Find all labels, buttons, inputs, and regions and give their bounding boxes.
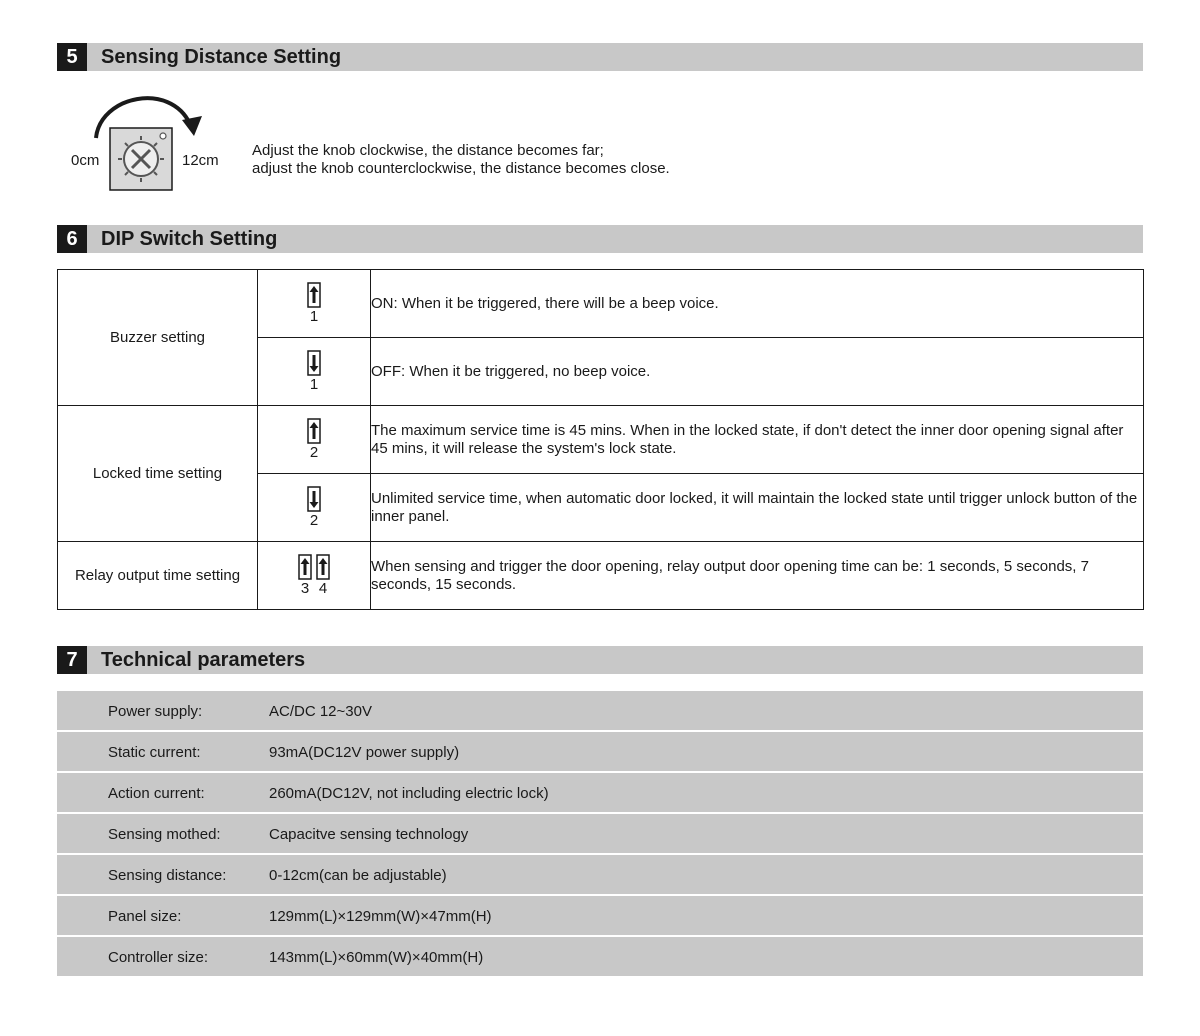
section-title: Technical parameters xyxy=(101,649,306,671)
param-label: Static current: xyxy=(108,744,201,761)
description-text: OFF: When it be triggered, no beep voice. xyxy=(371,362,651,380)
switch-number: 1 xyxy=(309,376,319,393)
switch-down-icon xyxy=(307,486,321,512)
param-value: 129mm(L)×129mm(W)×47mm(H) xyxy=(269,908,492,925)
switch-cell xyxy=(258,406,371,474)
switch-cell xyxy=(258,542,371,610)
switch-up-icon xyxy=(316,554,330,580)
switch-number: 1 xyxy=(309,308,319,325)
param-row xyxy=(57,855,1143,894)
param-value: 260mA(DC12V, not including electric lock) xyxy=(269,785,549,802)
table-row xyxy=(58,542,1144,610)
switch-down-icon xyxy=(307,350,321,376)
switch-up-icon xyxy=(307,418,321,444)
knob-max-label: 12cm xyxy=(182,152,219,169)
param-row xyxy=(57,691,1143,730)
switch-number: 4 xyxy=(318,580,328,597)
param-row xyxy=(57,773,1143,812)
relay-output-setting-label: Relay output time setting xyxy=(58,542,258,610)
knob-diagram xyxy=(60,86,240,196)
section-title: DIP Switch Setting xyxy=(101,228,278,250)
switch-cell xyxy=(258,270,371,338)
switch-cell xyxy=(258,338,371,406)
description-text: When sensing and trigger the door opening, relay output door opening time can be: 1 seconds, 5 seconds, 7 seconds, 15 seconds. xyxy=(371,557,1089,593)
param-row xyxy=(57,814,1143,853)
dip-switch-table xyxy=(57,269,1144,610)
section-header-5 xyxy=(57,43,1143,71)
switch-up-icon xyxy=(298,554,312,580)
param-value: 0-12cm(can be adjustable) xyxy=(269,867,447,884)
param-value: 143mm(L)×60mm(W)×40mm(H) xyxy=(269,949,484,966)
switch-up-icon xyxy=(307,282,321,308)
switch-description xyxy=(371,542,1144,610)
knob-min-label: 0cm xyxy=(71,152,100,169)
param-label: Sensing distance: xyxy=(108,867,227,884)
knob-description xyxy=(252,142,670,178)
section-number: 7 xyxy=(57,646,87,674)
description-text: ON: When it be triggered, there will be a beep voice. xyxy=(371,294,719,312)
buzzer-setting-label: Buzzer setting xyxy=(58,270,258,406)
switch-description xyxy=(371,338,1144,406)
switch-number: 2 xyxy=(309,444,319,461)
param-label: Power supply: xyxy=(108,703,203,720)
description-line: adjust the knob counterclockwise, the distance becomes close. xyxy=(252,160,670,177)
param-row xyxy=(57,896,1143,935)
section-number: 6 xyxy=(57,225,87,253)
switch-description xyxy=(371,406,1144,474)
table-row xyxy=(58,270,1144,338)
knob-icon xyxy=(60,86,240,196)
section-header-7 xyxy=(57,646,1143,674)
switch-description xyxy=(371,474,1144,542)
locked-time-setting-label: Locked time setting xyxy=(58,406,258,542)
switch-cell xyxy=(258,474,371,542)
param-value: AC/DC 12~30V xyxy=(269,703,372,720)
switch-number: 2 xyxy=(309,512,319,529)
param-label: Sensing mothed: xyxy=(108,826,221,843)
switch-number: 3 xyxy=(300,580,310,597)
param-row xyxy=(57,937,1143,976)
param-row xyxy=(57,732,1143,771)
param-label: Action current: xyxy=(108,785,205,802)
section-number: 5 xyxy=(57,43,87,71)
param-label: Panel size: xyxy=(108,908,182,925)
param-value: Capacitve sensing technology xyxy=(269,826,469,843)
param-label: Controller size: xyxy=(108,949,209,966)
description-text: Unlimited service time, when automatic door locked, it will maintain the locked state until trigger unlock button of the inner panel. xyxy=(371,489,1138,525)
table-row xyxy=(58,406,1144,474)
section-header-6 xyxy=(57,225,1143,253)
param-value: 93mA(DC12V power supply) xyxy=(269,744,460,761)
description-text: The maximum service time is 45 mins. When in the locked state, if don't detect the inner door opening signal after 45 mins, it will release the system's lock state. xyxy=(371,421,1124,457)
description-line: Adjust the knob clockwise, the distance becomes far; xyxy=(252,142,604,159)
section-title: Sensing Distance Setting xyxy=(101,46,342,68)
technical-parameters-list xyxy=(57,691,1143,978)
switch-description xyxy=(371,270,1144,338)
